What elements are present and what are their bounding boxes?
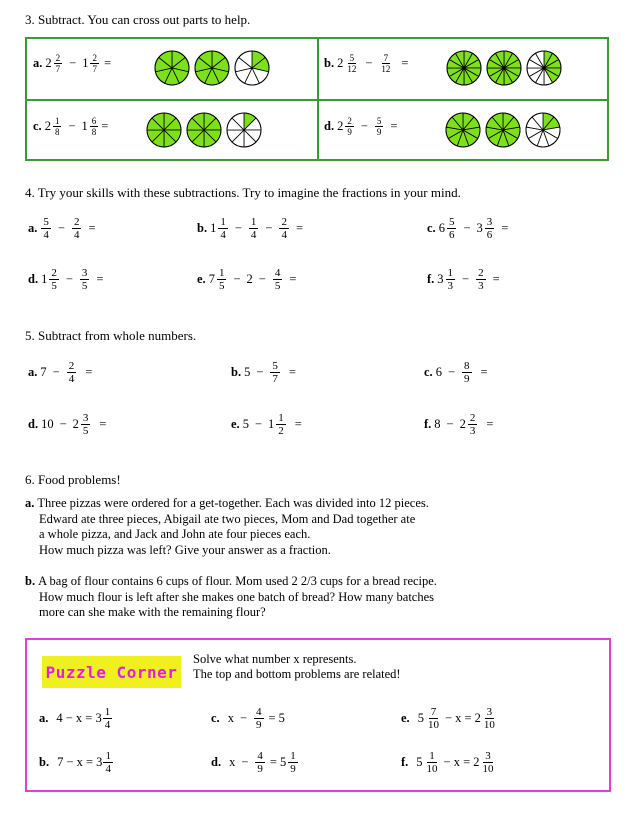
fraction: $\frac{3}{5}$: [82, 412, 89, 437]
q3-heading: 3. Subtract. You can cross out parts to help.: [25, 12, 251, 27]
puzzle-problem-d: d. x − $\frac{4}{9}$ = 5 $\frac{1}{9}$: [211, 750, 296, 775]
puzzle-problem-a: a. 4 − x = 3 $\frac{1}{4}$: [39, 706, 111, 731]
q5-heading: 5. Subtract from whole numbers.: [25, 328, 197, 343]
fraction: $\frac{5}{6}$: [448, 216, 455, 241]
q4-problem-f: f. 3 $\frac{1}{3}$ − $\frac{2}{3}$ =: [427, 267, 500, 292]
q5-problem-c: c. 6 − $\frac{8}{9}$ =: [424, 360, 488, 385]
q3-problem-c: c. 2 $\frac{1}{8}$ − 1 $\frac{6}{8}$ =: [33, 116, 109, 137]
fraction: $\frac{2}{4}$: [68, 360, 75, 385]
q4-heading: 4. Try your skills with these subtractions. Try to imagine the fractions in your mind.: [25, 185, 461, 200]
q4-problem-d: d. 1 $\frac{2}{5}$ − $\frac{3}{5}$ =: [28, 267, 104, 292]
fraction: $\frac{1}{9}$: [290, 750, 296, 775]
puzzle-problem-f: f. 5 $\frac{1}{10}$ − x = 2 $\frac{3}{10}$: [401, 750, 494, 775]
fraction: $\frac{4}{9}$: [256, 706, 262, 731]
q3-problem-d: d. 2 $\frac{2}{9}$ − $\frac{5}{9}$ =: [324, 116, 398, 137]
fraction: $\frac{1}{2}$: [278, 412, 284, 437]
q3-problem-b: b. 2 $\frac{5}{12}$ − $\frac{7}{12}$ =: [324, 53, 409, 74]
fraction: $\frac{2}{3}$: [469, 412, 476, 437]
q5-problem-b: b. 5 − $\frac{5}{7}$ =: [231, 360, 296, 385]
fraction: $\frac{2}{5}$: [51, 267, 57, 292]
fraction: $\frac{6}{8}$: [91, 116, 97, 137]
fraction: $\frac{2}{3}$: [478, 267, 484, 292]
fraction: $\frac{5}{9}$: [376, 116, 382, 137]
fraction: $\frac{2}{4}$: [73, 216, 80, 241]
q5-problem-f: f. 8 − 2 $\frac{2}{3}$ =: [424, 412, 494, 437]
fraction: $\frac{8}{9}$: [464, 360, 470, 385]
fraction: $\frac{4}{5}$: [274, 267, 281, 292]
fraction: $\frac{5}{4}$: [43, 216, 49, 241]
q4-problem-a: a. $\frac{5}{4}$ − $\frac{2}{4}$ =: [28, 216, 96, 241]
fraction: $\frac{2}{9}$: [347, 116, 352, 137]
puzzle-corner: [25, 638, 611, 792]
fraction: $\frac{1}{3}$: [447, 267, 454, 292]
fraction: $\frac{3}{6}$: [486, 216, 493, 241]
puzzle-problem-c: c. x − $\frac{4}{9}$ = 5: [211, 706, 285, 731]
fraction: $\frac{1}{8}$: [54, 116, 60, 137]
fraction: $\frac{1}{5}$: [218, 267, 225, 292]
q4-problem-e: e. 7 $\frac{1}{5}$ − 2 − $\frac{4}{5}$ =: [197, 267, 297, 292]
fraction: $\frac{7}{12}$: [381, 53, 391, 74]
fraction: $\frac{5}{7}$: [272, 360, 278, 385]
fraction: $\frac{1}{4}$: [104, 706, 111, 731]
q6-problem-a: a. Three pizzas were ordered for a get-together. Each was divided into 12 pieces. Edward ate three pieces, Abigail ate two pieces, Mom and Dad together ate a whole pizza, and Jack and John ate four pieces each. How much pizza was left? Give your answer as a fraction.: [25, 496, 429, 557]
fraction: $\frac{5}{12}$: [347, 53, 357, 74]
puzzle-corner-logo: Puzzle Corner: [42, 656, 181, 688]
fraction: $\frac{1}{4}$: [220, 216, 226, 241]
q5-problem-e: e. 5 − 1 $\frac{1}{2}$ =: [231, 412, 302, 437]
q4-problem-c: c. 6 $\frac{5}{6}$ − 3 $\frac{3}{6}$ =: [427, 216, 509, 241]
fraction: $\frac{3}{5}$: [81, 267, 88, 292]
fraction: $\frac{2}{7}$: [55, 53, 61, 74]
fraction: $\frac{3}{10}$: [482, 750, 494, 775]
fraction-pies: [27, 39, 607, 159]
fraction: $\frac{1}{4}$: [250, 216, 257, 241]
q6-heading: 6. Food problems!: [25, 472, 121, 487]
fraction: $\frac{1}{4}$: [105, 750, 111, 775]
q3-problem-a: a. 2 $\frac{2}{7}$ − 1 $\frac{2}{7}$ =: [33, 53, 111, 74]
q6-problem-b: b. A bag of flour contains 6 cups of flour. Mom used 2 2/3 cups for a bread recipe. How much flour is left after she makes one batch of bread? How many batches more can she make with the remaining flour?: [25, 574, 437, 619]
puzzle-problem-b: b. 7 − x = 3 $\frac{1}{4}$: [39, 750, 111, 775]
puzzle-instructions: Solve what number x represents. The top and bottom problems are related!: [193, 652, 401, 681]
fraction: $\frac{2}{4}$: [281, 216, 287, 241]
fraction: $\frac{4}{9}$: [257, 750, 263, 775]
puzzle-problem-e: e. 5 $\frac{7}{10}$ − x = 2 $\frac{3}{10}$: [401, 706, 495, 731]
q5-problem-d: d. 10 − 2 $\frac{3}{5}$ =: [28, 412, 107, 437]
q5-problem-a: a. 7 − $\frac{2}{4}$ =: [28, 360, 93, 385]
fraction: $\frac{7}{10}$: [427, 706, 439, 731]
fraction: $\frac{1}{10}$: [426, 750, 438, 775]
fraction: $\frac{2}{7}$: [92, 53, 97, 74]
q3-grid: [25, 37, 609, 161]
fraction: $\frac{3}{10}$: [483, 706, 495, 731]
q4-problem-b: b. 1 $\frac{1}{4}$ − $\frac{1}{4}$ − $\frac{2}{4}$ =: [197, 216, 304, 241]
